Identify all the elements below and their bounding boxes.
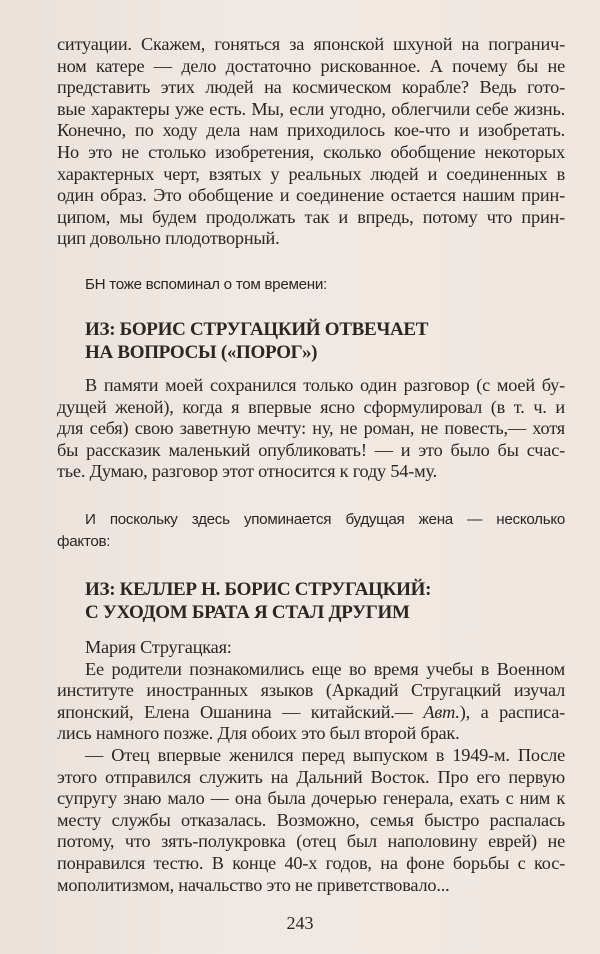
editor-note-2 xyxy=(57,509,565,553)
text-line: понравился тестю. В конце 40-х годов, на фоне борьбы с кос- xyxy=(57,852,565,873)
text-line: цип довольно плодотворный. xyxy=(57,228,280,249)
text-line: фактов: xyxy=(57,533,111,550)
text-line: — Отец впервые женился перед выпуском в 1949-м. После xyxy=(85,744,565,765)
text-fragment: японский, Елена Ошанина — китайский.— xyxy=(57,701,424,722)
text-line: вые характеры уже есть. Мы, если угодно, облегчили себе жизнь. xyxy=(57,98,565,119)
text-line: ципом, мы будем продолжать так и впредь, потому что прин- xyxy=(57,206,565,227)
page-number: 243 xyxy=(286,913,314,933)
text-line: ситуации. Скажем, гоняться за японской шхуной на погранич- xyxy=(57,34,565,54)
text-line: И поскольку здесь упоминается будущая жена — несколько xyxy=(85,511,565,528)
paragraph-1 xyxy=(57,34,565,250)
heading-line: С УХОДОМ БРАТА Я СТАЛ ДРУГИМ xyxy=(85,602,410,623)
paragraph-2 xyxy=(57,375,565,483)
text-fragment: ), а расписа- xyxy=(459,701,565,722)
paragraph-3 xyxy=(57,637,565,896)
text-line: представить этих людей на космическом корабле? Ведь гото- xyxy=(57,77,565,98)
text-line: супругу знаю мало — она была дочерью генерала, ехать с ним к xyxy=(57,788,565,809)
text-line: бы рассказик маленький опубликовать! — и это было бы счас- xyxy=(57,439,565,460)
text-line: потому, что зять-полукровка (отец был наполовину еврей) не xyxy=(57,831,565,852)
text-line: Но это не столько изобретения, сколько обобщение некоторых xyxy=(57,141,565,162)
text-line: месту службы отказалась. Возможно, семья быстро распалась xyxy=(57,809,565,830)
text-line: характерных черт, взятых у реальных людей и соединенных в xyxy=(57,163,565,184)
section-heading-1 xyxy=(85,318,545,364)
text-line: один образ. Это обобщение и соединение остается нашим прин- xyxy=(57,185,565,206)
heading-line: НА ВОПРОСЫ («ПОРОГ») xyxy=(85,342,318,363)
text-line xyxy=(57,702,565,724)
speaker-label: Мария Стругацкая: xyxy=(85,637,232,657)
text-line: тье. Думаю, разговор этот относится к году 54-му. xyxy=(57,461,437,482)
text-line: лись намного позже. Для обоих это был второй брак. xyxy=(57,723,460,744)
text-line: институте иностранных языков (Аркадий Стругацкий изучал xyxy=(57,680,565,701)
section-heading-2 xyxy=(85,578,545,624)
editor-note-1: БН тоже вспоминал о том времени: xyxy=(85,276,327,293)
text-line: для себя) свою заветную мечту: ну, не роман, не повесть,— хотя xyxy=(57,418,565,439)
text-line: дущей женой), когда я впервые ясно сформулировал (в т. ч. и xyxy=(57,396,565,417)
author-note: Авт. xyxy=(423,701,460,722)
heading-line: ИЗ: БОРИС СТРУГАЦКИЙ ОТВЕЧАЕТ xyxy=(85,319,429,340)
text-line: Ее родители познакомились еще во время учебы в Военном xyxy=(85,658,565,679)
text-line: Конечно, по ходу дела нам приходилось кое-что и изобретать. xyxy=(57,120,565,141)
text-line: В памяти моей сохранился только один разговор (с моей бу- xyxy=(85,375,565,395)
heading-line: ИЗ: КЕЛЛЕР Н. БОРИС СТРУГАЦКИЙ: xyxy=(85,579,432,600)
text-line: мополитизмом, начальство это не приветствовало... xyxy=(57,874,450,895)
text-line: ном катере — дело достаточно рискованное. А почему бы не xyxy=(57,55,565,76)
text-line: этого отправился служить на Дальний Восток. Про его первую xyxy=(57,766,565,787)
